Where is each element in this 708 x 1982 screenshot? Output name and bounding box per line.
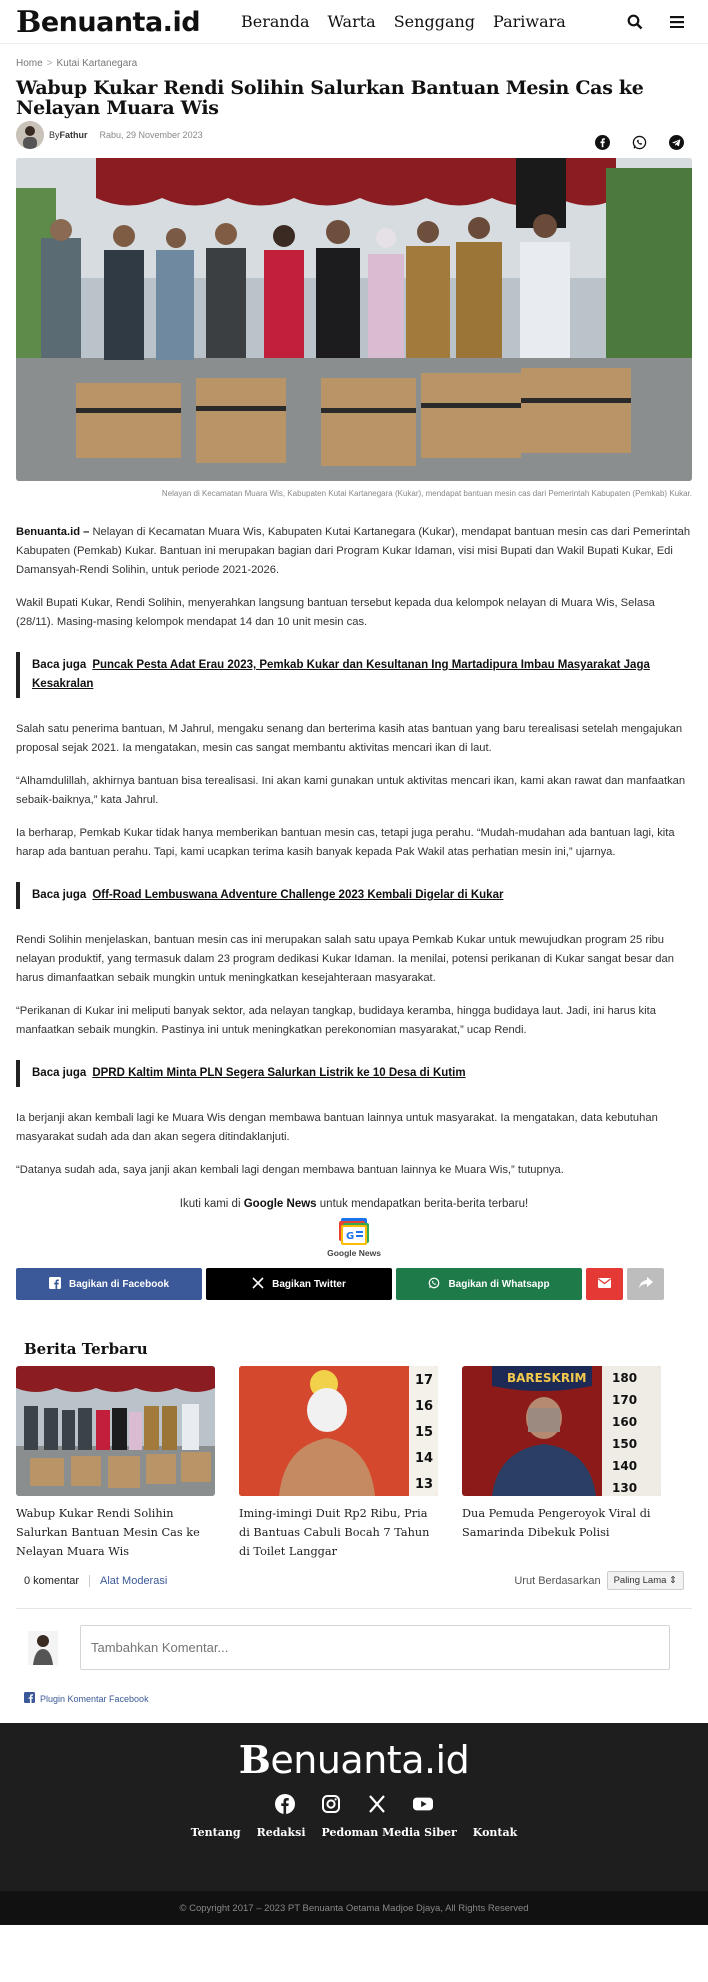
comment-count: 0 komentar	[24, 1574, 80, 1587]
comments-toolbar	[16, 1571, 692, 1590]
related-label: Baca juga	[32, 659, 87, 671]
article-title: Wabup Kukar Rendi Solihin Salurkan Bantuan Mesin Cas ke Nelayan Muara Wis	[16, 77, 644, 119]
facebook-share-icon[interactable]	[595, 135, 610, 150]
article-paragraph: “Datanya sudah ada, saya janji akan kembali lagi dengan membawa bantuan lainnya ke Muara Wis,” tutupnya.	[16, 1164, 564, 1176]
facebook-icon	[49, 1277, 61, 1292]
comment-composer	[16, 1625, 692, 1670]
news-card[interactable]	[462, 1366, 661, 1561]
email-icon	[598, 1278, 611, 1291]
facebook-icon	[24, 1692, 35, 1705]
whatsapp-icon	[428, 1277, 440, 1292]
footer-logo[interactable]	[0, 1737, 708, 1782]
x-icon[interactable]	[367, 1794, 387, 1814]
sort-label: Urut Berdasarkan	[514, 1574, 601, 1587]
share-email-button[interactable]	[586, 1268, 623, 1300]
height-mark-1: 17	[415, 1373, 434, 1388]
instagram-icon[interactable]	[321, 1794, 341, 1814]
google-news-label: Google News	[327, 1248, 381, 1258]
news-title[interactable]: Dua Pemuda Pengeroyok Viral di Samarinda Dibekuk Polisi	[462, 1507, 651, 1539]
toolbar-divider	[89, 1575, 90, 1587]
latest-news-title: Berita Terbaru	[24, 1340, 148, 1358]
image-caption: Nelayan di Kecamatan Muara Wis, Kabupaten Kutai Kartanegara (Kukar), mendapat bantuan mesin cas dari Pemerintah Kabupaten (Pemkab) Kukar.	[161, 489, 692, 498]
telegram-share-icon[interactable]	[669, 135, 684, 150]
sort-select[interactable]: Paling Lama ⇕	[607, 1571, 684, 1590]
site-header	[0, 0, 708, 44]
youtube-icon[interactable]	[413, 1794, 433, 1814]
article-source: Benuanta.id –	[16, 526, 90, 538]
related-link[interactable]: Off-Road Lembuswana Adventure Challenge 2023 Kembali Digelar di Kukar	[92, 889, 504, 901]
nav-senggang[interactable]: Senggang	[393, 12, 476, 31]
article-paragraph: Rendi Solihin menjelaskan, bantuan mesin cas ini merupakan salah satu upaya Pemkab Kukar untuk mewujudkan program 25 ribu nelayan produktif, yang termasuk dalam 23 program dedikasi Kukar Idaman. Ia menilai, potensi perikanan di Kukar sangat besar dan harus dimanfaatkan sebaik mungkin untuk meningkatkan kesejahteraan masyarakat.	[16, 934, 674, 984]
news-thumbnail[interactable]	[16, 1366, 215, 1496]
share-twitter-button[interactable]: Bagikan Twitter	[206, 1268, 392, 1300]
related-link[interactable]: Puncak Pesta Adat Erau 2023, Pemkab Kukar dan Kesultanan Ing Martadipura Imbau Masyarakat Jaga Kesakralan	[32, 659, 650, 690]
height-mark-2: 16	[415, 1399, 434, 1414]
select-arrows-icon: ⇕	[669, 1575, 677, 1586]
share-arrow-icon	[639, 1277, 653, 1292]
news-title[interactable]: Wabup Kukar Rendi Solihin Salurkan Bantuan Mesin Cas ke Nelayan Muara Wis	[16, 1507, 200, 1558]
author-byline: ByFathur	[49, 130, 88, 140]
sign-text: BARESKRIM	[507, 1371, 587, 1385]
article-paragraph: Wakil Bupati Kukar, Rendi Solihin, menyerahkan langsung bantuan tersebut kepada dua kelompok nelayan di Muara Wis, Selasa (28/11). Masing-masing kelompok mendapat 14 dan 10 unit mesin cas.	[16, 597, 655, 628]
related-link[interactable]: DPRD Kaltim Minta PLN Segera Salurkan Listrik ke 10 Desa di Kutim	[92, 1067, 466, 1079]
related-link-block	[16, 1060, 692, 1087]
author-avatar[interactable]	[16, 121, 44, 149]
menu-icon[interactable]	[668, 13, 686, 31]
article-date: Rabu, 29 November 2023	[99, 130, 203, 140]
footer-link-pedoman[interactable]: Pedoman Media Siber	[321, 1826, 457, 1839]
whatsapp-share-icon[interactable]	[632, 135, 647, 150]
footer-link-kontak[interactable]: Kontak	[472, 1826, 518, 1839]
news-title[interactable]: Iming-imingi Duit Rp2 Ribu, Pria di Bantuas Cabuli Bocah 7 Tahun di Toilet Langgar	[239, 1507, 430, 1558]
height-mark-180: 180	[612, 1371, 638, 1385]
height-mark-160: 160	[612, 1415, 638, 1429]
footer-link-tentang[interactable]: Tentang	[190, 1826, 241, 1839]
article-body	[16, 523, 692, 1180]
share-facebook-button[interactable]: Bagikan di Facebook	[16, 1268, 202, 1300]
breadcrumb-category[interactable]: Kutai Kartanegara	[56, 58, 138, 69]
share-whatsapp-button[interactable]: Bagikan di Whatsapp	[396, 1268, 582, 1300]
article-paragraph: Salah satu penerima bantuan, M Jahrul, mengaku senang dan berterima kasih atas bantuan yang baru terealisasi setelah mengajukan proposal sejak 2021. Ia mengatakan, mesin cas sangat membantu aktivitas mencari ikan di laut.	[16, 723, 683, 754]
svg-text:G: G	[346, 1231, 355, 1242]
news-card[interactable]	[16, 1366, 215, 1561]
copyright: © Copyright 2017 – 2023 PT Benuanta Oetama Madjoe Djaya, All Rights Reserved	[0, 1891, 708, 1925]
height-mark-130: 130	[612, 1481, 638, 1495]
logo-initial: B	[16, 5, 41, 40]
breadcrumb	[16, 58, 692, 69]
height-mark-140: 140	[612, 1459, 638, 1473]
related-label: Baca juga	[32, 1067, 87, 1079]
news-thumbnail[interactable]	[462, 1366, 661, 1496]
footer-logo-text: enuanta.id	[270, 1738, 470, 1782]
nav-pariwara[interactable]: Pariwara	[493, 12, 566, 31]
logo-text: enuanta.id	[40, 7, 201, 38]
facebook-comments-plugin[interactable]: Plugin Komentar Facebook	[16, 1692, 692, 1705]
google-news-badge[interactable]	[16, 1218, 692, 1258]
height-mark-5: 13	[415, 1477, 434, 1492]
site-logo[interactable]	[16, 4, 211, 39]
news-thumbnail[interactable]	[239, 1366, 438, 1496]
height-mark-150: 150	[612, 1437, 638, 1451]
breadcrumb-home[interactable]: Home	[16, 58, 43, 69]
share-more-button[interactable]	[627, 1268, 664, 1300]
comment-input[interactable]	[80, 1625, 670, 1670]
share-bar	[16, 1268, 692, 1300]
social-links	[0, 1794, 708, 1814]
search-icon[interactable]	[626, 13, 644, 31]
site-footer	[0, 1723, 708, 1891]
author-name[interactable]: Fathur	[59, 130, 88, 140]
google-news-follow: Ikuti kami di Google News untuk mendapatkan berita-berita terbaru!	[179, 1198, 529, 1210]
article-meta	[16, 120, 692, 150]
height-mark-3: 15	[415, 1425, 434, 1440]
comments-divider	[16, 1608, 692, 1609]
facebook-icon[interactable]	[275, 1794, 295, 1814]
related-link-block	[16, 652, 692, 698]
height-mark-170: 170	[612, 1393, 638, 1407]
news-card[interactable]	[239, 1366, 438, 1561]
related-link-block	[16, 882, 692, 909]
footer-logo-initial: B	[238, 1737, 271, 1782]
breadcrumb-separator: >	[46, 58, 53, 69]
commenter-avatar	[28, 1631, 58, 1665]
footer-links	[0, 1826, 708, 1839]
article-paragraph: Ia berjanji akan kembali lagi ke Muara Wis dengan membawa bantuan lainnya untuk masyarakat. Ia mengatakan, data kebutuhan masyarakat sudah ada dan akan segera ditindaklanjuti.	[16, 1112, 658, 1143]
article-paragraph: “Alhamdulillah, akhirnya bantuan bisa terealisasi. Ini akan kami gunakan untuk aktivitas mencari ikan, kami akan rawat dan manfaatkan sebaik-baiknya,” kata Jahrul.	[16, 775, 686, 806]
article-paragraph: Ia berharap, Pemkab Kukar tidak hanya memberikan bantuan mesin cas, tetapi juga perahu. “Mudah-mudahan ada bantuan lagi, kita harap ada bantuan perahu. Tapi, kami ucapkan terima kasih banyak kepada Pak Wakil atas perhatian mesin ini,” ujarnya.	[16, 827, 675, 858]
article-paragraph: Benuanta.id – Nelayan di Kecamatan Muara Wis, Kabupaten Kutai Kartanegara (Kukar), mendapat bantuan mesin cas dari Pemerintah Kabupaten (Pemkab) Kukar. Bantuan ini merupakan bagian dari Program Kukar Idaman, visi misi Bupati dan Wakil Bupati Kukar, Edi Damansyah-Rendi Solihin, untuk periode 2021-2026.	[16, 526, 691, 576]
main-nav	[241, 12, 566, 31]
latest-news-list	[16, 1366, 692, 1561]
article-paragraph: “Perikanan di Kukar ini meliputi banyak sektor, ada nelayan tangkap, budidaya keramba, hingga budidaya laut. Jadi, ini harus kita manfaatkan sebaik mungkin. Pastinya ini untuk meningkatkan perekonomian masyarakat,” ucap Rendi.	[16, 1005, 656, 1036]
article-hero-image	[16, 158, 692, 481]
nav-beranda[interactable]: Beranda	[241, 12, 310, 31]
footer-link-redaksi[interactable]: Redaksi	[256, 1826, 306, 1839]
google-news-link[interactable]: Google News	[243, 1198, 317, 1210]
moderation-tools-link[interactable]: Alat Moderasi	[100, 1574, 168, 1587]
related-label: Baca juga	[32, 889, 87, 901]
x-icon	[252, 1277, 264, 1292]
nav-warta[interactable]: Warta	[327, 12, 376, 31]
height-mark-4: 14	[415, 1451, 434, 1466]
